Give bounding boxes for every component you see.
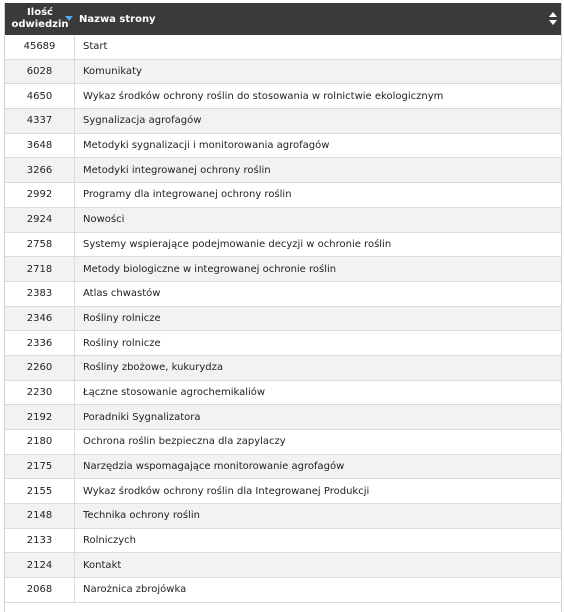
page-name-cell: Sygnalizacja agrofagów <box>83 115 202 127</box>
table-row <box>5 183 561 208</box>
table-row <box>5 35 561 60</box>
page-name-cell: Wykaz środków ochrony roślin dla Integrowanej Produkcji <box>83 485 370 497</box>
visit-count-cell: 4337 <box>5 109 75 133</box>
table-row <box>5 158 561 183</box>
page-name-cell: Rośliny zbożowe, kukurydza <box>83 362 223 374</box>
table-row <box>5 455 561 480</box>
page-name-cell: Metodyki sygnalizacji i monitorowania agrofagów <box>83 140 330 152</box>
visit-count-cell: 2260 <box>5 356 75 380</box>
table-row <box>5 134 561 159</box>
table-row <box>5 529 561 554</box>
visit-count-cell: 3648 <box>5 134 75 158</box>
table-row <box>5 553 561 578</box>
visit-count-cell: 2230 <box>5 381 75 405</box>
table-row <box>5 257 561 282</box>
table-row <box>5 479 561 504</box>
table-row <box>5 84 561 109</box>
page-name-cell: Wykaz środków ochrony roślin do stosowania w rolnictwie ekologicznym <box>83 90 444 102</box>
table-row <box>5 109 561 134</box>
page-name-cell: Rośliny rolnicze <box>83 337 161 349</box>
page-name-cell: Nowości <box>83 214 125 226</box>
page-name-cell: Komunikaty <box>83 66 142 78</box>
visit-count-cell: 2758 <box>5 233 75 257</box>
table-row <box>5 356 561 381</box>
sort-both-icon <box>549 12 557 26</box>
page-name-cell: Rośliny rolnicze <box>83 312 161 324</box>
table-row <box>5 405 561 430</box>
page-name-cell: Metodyki integrowanej ochrony roślin <box>83 164 271 176</box>
header-visit-count-label: Ilość odwiedzin <box>11 7 69 30</box>
sort-desc-icon <box>65 16 73 21</box>
visit-count-cell: 2718 <box>5 257 75 281</box>
visit-count-cell: 6028 <box>5 60 75 84</box>
page-name-cell: Programy dla integrowanej ochrony roślin <box>83 189 292 201</box>
page-name-cell: Rolniczych <box>83 535 137 547</box>
table-row <box>5 307 561 332</box>
table-row <box>5 208 561 233</box>
visit-count-cell: 2175 <box>5 455 75 479</box>
page-name-cell: Atlas chwastów <box>83 288 161 300</box>
table-body <box>5 35 561 603</box>
visit-count-cell: 4650 <box>5 84 75 108</box>
visit-count-cell: 2992 <box>5 183 75 207</box>
visit-count-cell: 2180 <box>5 430 75 454</box>
page-name-cell: Systemy wspierające podejmowanie decyzji w ochronie roślin <box>83 238 392 250</box>
header-page-name-label: Nazwa strony <box>79 13 156 25</box>
table-header <box>5 3 561 35</box>
page-name-cell: Ochrona roślin bezpieczna dla zapylaczy <box>83 436 286 448</box>
visit-count-cell: 2924 <box>5 208 75 232</box>
page-name-cell: Narożnica zbrojówka <box>83 584 187 596</box>
table-row <box>5 233 561 258</box>
visit-count-cell: 3266 <box>5 158 75 182</box>
page-name-cell: Łączne stosowanie agrochemikaliów <box>83 386 266 398</box>
page-name-cell: Start <box>83 41 108 53</box>
visit-count-cell: 2192 <box>5 405 75 429</box>
visit-count-cell: 2124 <box>5 553 75 577</box>
table-row <box>5 282 561 307</box>
visit-count-cell: 2336 <box>5 331 75 355</box>
page-name-cell: Kontakt <box>83 559 122 571</box>
page-name-cell: Metody biologiczne w integrowanej ochronie roślin <box>83 263 337 275</box>
table-row <box>5 504 561 529</box>
visit-count-cell: 2068 <box>5 578 75 602</box>
visits-table <box>4 3 562 612</box>
header-visit-count[interactable] <box>5 3 75 35</box>
page-name-cell: Technika ochrony roślin <box>83 510 200 522</box>
table-row <box>5 60 561 85</box>
page-name-cell: Poradniki Sygnalizatora <box>83 411 201 423</box>
table-row <box>5 578 561 603</box>
visit-count-cell: 45689 <box>5 35 75 59</box>
header-page-name[interactable] <box>75 3 561 35</box>
table-row <box>5 381 561 406</box>
table-row <box>5 331 561 356</box>
visit-count-cell: 2133 <box>5 529 75 553</box>
visit-count-cell: 2148 <box>5 504 75 528</box>
table-row <box>5 430 561 455</box>
page-name-cell: Narzędzia wspomagające monitorowanie agrofagów <box>83 461 345 473</box>
visit-count-cell: 2155 <box>5 479 75 503</box>
visit-count-cell: 2346 <box>5 307 75 331</box>
visit-count-cell: 2383 <box>5 282 75 306</box>
